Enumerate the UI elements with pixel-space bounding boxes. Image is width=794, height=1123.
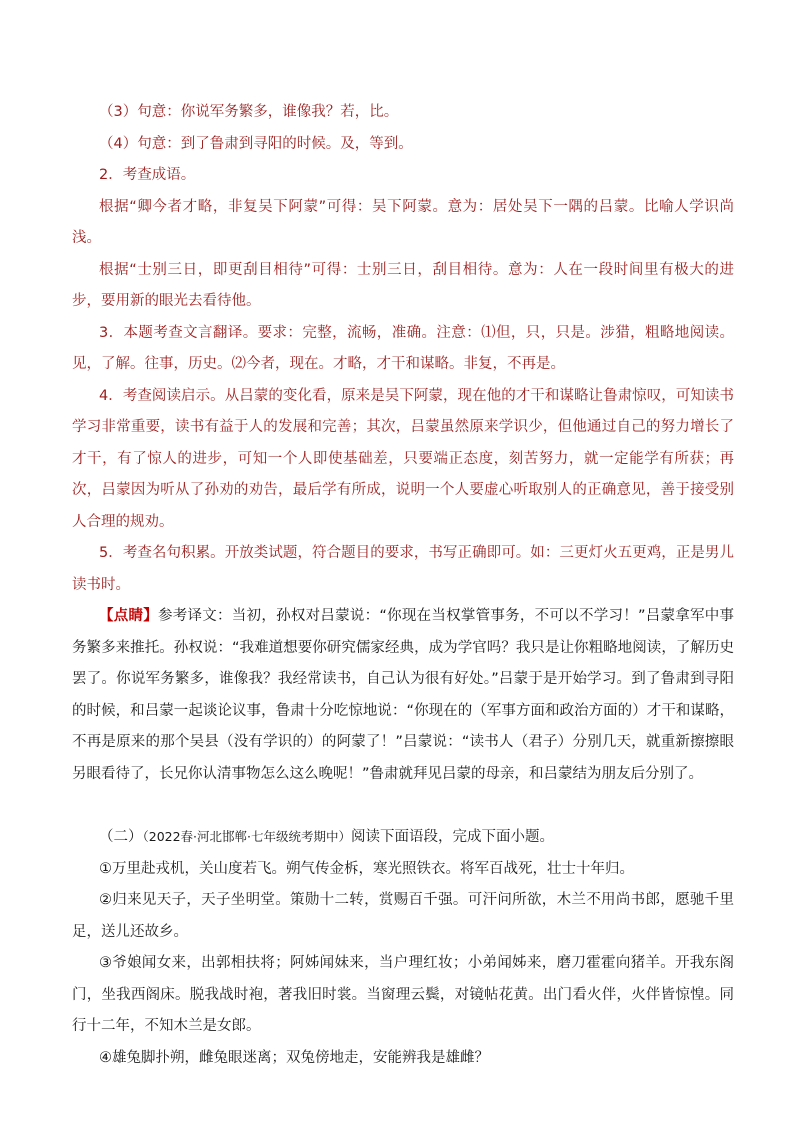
answer-q2-idiom-1: 根据“卿今者才略，非复吴下阿蒙”可得：吴下阿蒙。意为：居处吴下一隅的吕蒙。比喻人学识尚浅。 xyxy=(72,198,734,246)
answer-q4: 4．考查阅读启示。从吕蒙的变化看，原来是吴下阿蒙，现在他的才干和谋略让鲁肃惊叹，可知读书学习非常重要，读书有益于人的发展和完善；其次，吕蒙虽然原来学识少，但他通过自己的努力增长了才干，有了惊人的进步，可知一个人即使基础差，只要端正态度，刻苦努力，就一定能学有所获；再次，吕蒙因为听从了孙劝的劝告，最后学有所成，说明一个人要虚心听取别人的正确意见，善于接受别人合理的规劝。 xyxy=(72,387,734,530)
section2-heading xyxy=(72,821,734,854)
poem-paragraph-1: ①万里赴戎机，关山度若飞。朔气传金柝，寒光照铁衣。将军百战死，壮士十年归。 xyxy=(99,860,634,877)
poem-paragraph-4: ④雄兔脚扑朔，雌兔眼迷离；双兔傍地走，安能辨我是雄雌？ xyxy=(99,1049,489,1066)
poem-paragraph-2: ②归来见天子，天子坐明堂。策勋十二转，赏赐百千强。可汗问所欲，木兰不用尚书郎，愿驰千里足，送儿还故乡。 xyxy=(72,892,734,940)
dianjing-tag: 【点睛】 xyxy=(99,608,159,624)
dianjing-paragraph xyxy=(72,601,734,790)
section2-instruction: 阅读下面语段，完成下面小题。 xyxy=(351,829,555,845)
answer-line-3: （3）句意：你说军务繁多，谁像我？若，比。 xyxy=(99,104,399,120)
answer-q2-heading: 2．考查成语。 xyxy=(99,167,196,183)
dianjing-text: 参考译文：当初，孙权对吕蒙说：“你现在当权掌管事务，不可以不学习！”吕蒙拿军中事务繁多来推托。孙权说：“我难道想要你研究儒家经典，成为学官吗？我只是让你粗略地阅读，了解历史罢了。你说军务繁多，谁像我？我经常读书，自己认为很有好处。”吕蒙于是开始学习。到了鲁肃到寻阳的时候，和吕蒙一起谈论议事，鲁肃十分吃惊地说：“你现在的（军事方面和政治方面的）才干和谋略，不再是原来的那个吴县（没有学识的）的阿蒙了！”吕蒙说：“读书人（君子）分别几天，就重新擦擦眼另眼看待了，长兄你认清事物怎么这么晚呢！”鲁肃就拜见吕蒙的母亲，和吕蒙结为朋友后分别了。 xyxy=(72,608,735,782)
answer-q2-idiom-2: 根据“士别三日，即更刮目相待”可得：士别三日，刮目相待。意为：人在一段时间里有极大的进步，要用新的眼光去看待他。 xyxy=(72,261,734,309)
answer-q5: 5．考查名句积累。开放类试题，符合题目的要求，书写正确即可。如：三更灯火五更鸡，正是男儿读书时。 xyxy=(72,545,734,593)
section2-source: （2022春·河北邯郸·七年级统考期中） xyxy=(142,829,352,844)
section-spacer xyxy=(72,790,734,821)
section2-number: （二） xyxy=(99,829,143,845)
answer-q3: 3．本题考查文言翻译。要求：完整，流畅，准确。注意：⑴但，只，只是。涉猎，粗略地阅读。见，了解。往事，历史。⑵今者，现在。才略，才干和谋略。非复，不再是。 xyxy=(72,324,734,372)
answer-line-4: （4）句意：到了鲁肃到寻阳的时候。及，等到。 xyxy=(99,135,413,152)
poem-paragraph-3: ③爷娘闻女来，出郭相扶将；阿姊闻妹来，当户理红妆；小弟闻姊来，磨刀霍霍向猪羊。开我东阁门，坐我西阁床。脱我战时袍，著我旧时裳。当窗理云鬓，对镜帖花黄。出门看火伴，火伴皆惊惶。同行十二年，不知木兰是女郎。 xyxy=(72,955,734,1034)
answer-section xyxy=(72,97,734,1074)
